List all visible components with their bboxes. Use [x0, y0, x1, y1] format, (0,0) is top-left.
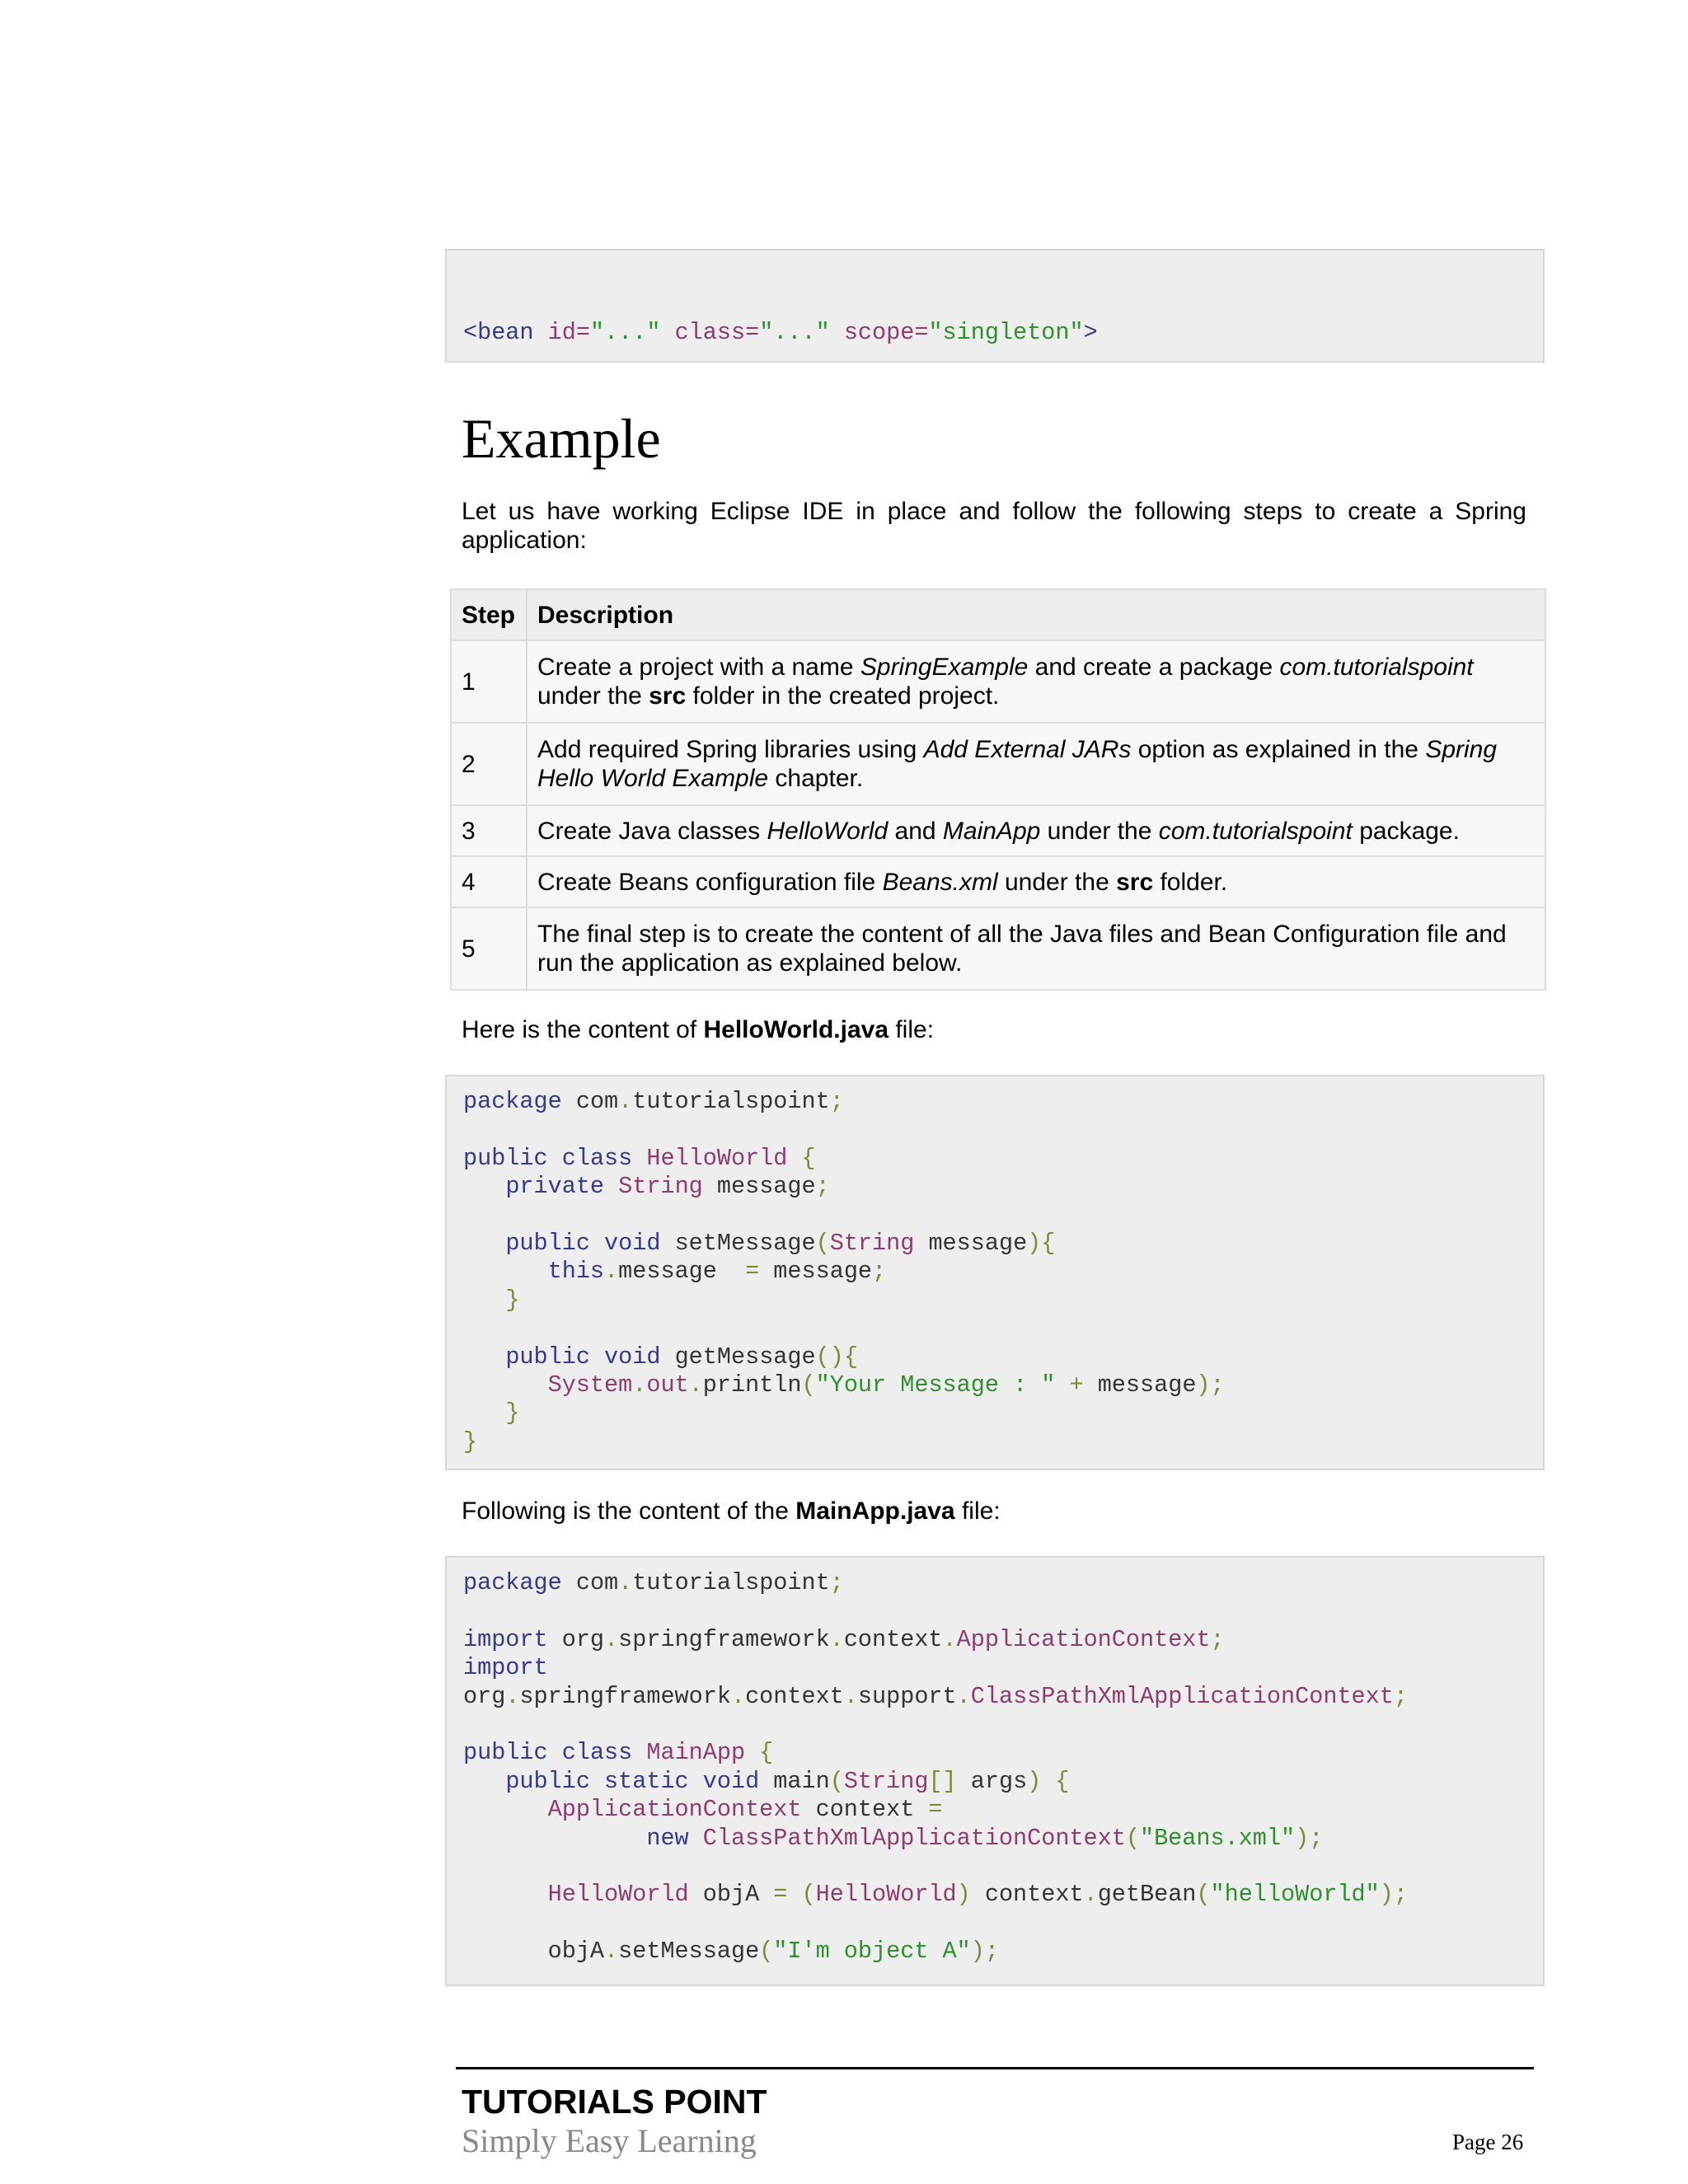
page-number: Page 26 [1452, 2130, 1524, 2154]
code-token: . [505, 1682, 520, 1710]
code-token: context [970, 1881, 1084, 1909]
mainapp-code-block [445, 1556, 1545, 1986]
description-text: Beans.xml [882, 868, 998, 896]
code-token: } [463, 1427, 478, 1455]
code-token: message [702, 1173, 816, 1201]
code-token: ( [1125, 1824, 1140, 1852]
code-token: org [463, 1682, 506, 1710]
code-token: ; [815, 1173, 830, 1201]
description-text: src [649, 682, 687, 710]
description-text: option as explained in the [1131, 736, 1426, 763]
code-token: ; [829, 1569, 844, 1596]
code-token: tutorialspoint [632, 1088, 830, 1115]
code-token [463, 1881, 548, 1908]
code-token: ( [1196, 1881, 1211, 1909]
code-token: ( [815, 1229, 830, 1257]
code-token [463, 1230, 505, 1257]
code-token: ) [1027, 1229, 1042, 1257]
description-text: and create a package [1028, 654, 1280, 681]
code-token: MainApp [646, 1739, 746, 1767]
code-token: this [547, 1258, 605, 1286]
code-token: . [1083, 1881, 1098, 1909]
code-token: [] [928, 1767, 957, 1795]
code-token: . [632, 1371, 647, 1399]
code-token: com [561, 1088, 619, 1115]
xml-attr: id= [547, 318, 590, 346]
code-token: ClassPathXmlApplicationContext [970, 1682, 1394, 1710]
code-line [463, 1343, 1526, 1371]
code-token: setMessage [660, 1229, 816, 1257]
footer-brand: TUTORIALS POINT [462, 2083, 767, 2121]
description-text: folder. [1153, 868, 1228, 896]
description-text: Add required Spring libraries using [537, 736, 924, 763]
code-token [463, 1286, 505, 1314]
caption-text: file: [889, 1016, 935, 1043]
code-line [463, 1825, 1526, 1853]
description-text: folder in the created project. [686, 682, 1000, 710]
code-token: { [1041, 1229, 1056, 1257]
table-row [451, 805, 1545, 856]
code-token: . [618, 1569, 633, 1596]
table-row [451, 856, 1545, 907]
code-token [689, 1768, 703, 1795]
code-token: class [561, 1739, 633, 1767]
code-token: private [505, 1173, 605, 1201]
code-token [745, 1739, 759, 1766]
footer-divider [456, 2067, 1534, 2069]
code-line [463, 1116, 1526, 1144]
code-token: com [561, 1569, 619, 1596]
code-token: getBean [1097, 1881, 1197, 1909]
code-token [1055, 1371, 1069, 1399]
code-line [463, 1428, 1526, 1456]
code-line [463, 1768, 1526, 1796]
code-token: . [730, 1682, 746, 1710]
description-text: src [1116, 868, 1154, 896]
code-token [463, 1371, 548, 1399]
code-token: println [702, 1371, 802, 1399]
step-description [527, 907, 1545, 990]
code-token: ; [1210, 1625, 1225, 1653]
code-token: public [505, 1229, 590, 1257]
description-text: Create Java classes [537, 817, 767, 845]
code-token: ; [829, 1088, 844, 1115]
code-token: context [745, 1682, 844, 1710]
code-token: HelloWorld [547, 1881, 689, 1909]
column-header-step: Step [451, 589, 527, 640]
code-token: String [843, 1767, 929, 1795]
code-token: ); [1196, 1371, 1225, 1399]
code-token: void [702, 1767, 760, 1795]
caption-filename: MainApp.java [795, 1497, 955, 1525]
code-token: = [745, 1258, 760, 1286]
helloworld-code-block [445, 1075, 1545, 1470]
code-token: HelloWorld [815, 1881, 957, 1909]
code-token [463, 1796, 548, 1823]
code-token: ); [970, 1938, 999, 1966]
xml-value: "..." [589, 318, 661, 346]
code-line [463, 1796, 1526, 1824]
code-line [463, 1626, 1526, 1654]
step-number: 1 [451, 640, 527, 723]
code-token: package [463, 1569, 562, 1596]
description-text: com.tutorialspoint [1279, 654, 1474, 681]
description-text: com.tutorialspoint [1158, 817, 1353, 845]
code-token [604, 1173, 618, 1200]
code-token: ); [1379, 1881, 1408, 1909]
code-line [463, 1683, 1526, 1711]
code-token: String [829, 1229, 915, 1257]
xml-attr: class= [674, 318, 760, 346]
code-line [463, 1569, 1526, 1597]
xml-tag: > [1083, 318, 1098, 346]
description-text: under the [997, 868, 1117, 896]
code-token: . [843, 1682, 858, 1710]
code-line [463, 1258, 1526, 1286]
intro-paragraph: Let us have working Eclipse IDE in place and follow the following steps to create a Spring application: [462, 498, 1526, 554]
code-line [463, 1853, 1526, 1881]
description-text: chapter. [768, 765, 864, 792]
code-token: . [604, 1258, 619, 1286]
code-token: . [604, 1938, 619, 1966]
code-line [463, 1597, 1526, 1625]
code-line [463, 1173, 1526, 1201]
code-token: message [1083, 1371, 1197, 1399]
code-token: ApplicationContext [956, 1625, 1211, 1653]
steps-table-body [451, 640, 1545, 990]
code-line [463, 1881, 1526, 1909]
column-header-description: Description [527, 589, 1545, 640]
code-token [463, 1399, 505, 1427]
code-token: "Your Message : " [815, 1371, 1056, 1399]
code-token: message [618, 1258, 746, 1286]
description-text: Spring Hello World Example [537, 736, 1498, 792]
code-token: } [505, 1399, 520, 1427]
code-token [463, 1825, 646, 1852]
code-line [463, 319, 1526, 347]
code-token: ( [829, 1767, 844, 1795]
code-token: public [505, 1767, 590, 1795]
code-token: message [914, 1229, 1028, 1257]
code-token: ( [801, 1371, 816, 1399]
caption-text: file: [954, 1497, 1001, 1525]
footer-tagline: Simply Easy Learning [462, 2122, 757, 2159]
code-token: ) [956, 1881, 971, 1909]
code-token: = [928, 1796, 943, 1824]
code-token: public [463, 1144, 548, 1172]
code-token: { [801, 1144, 816, 1172]
code-token [787, 1881, 801, 1908]
code-token: } [505, 1286, 520, 1314]
step-description [527, 805, 1545, 856]
code-token: ApplicationContext [547, 1796, 802, 1824]
code-token: class [561, 1144, 633, 1172]
step-description [527, 723, 1545, 805]
code-token [590, 1343, 604, 1371]
code-token: . [829, 1625, 844, 1653]
code-token: { [1055, 1767, 1070, 1795]
code-line [463, 1654, 1526, 1682]
code-token: import [463, 1625, 548, 1653]
table-row [451, 723, 1545, 805]
code-line [463, 1202, 1526, 1230]
code-line [463, 1315, 1526, 1343]
code-token [1041, 1768, 1055, 1795]
code-line [463, 1399, 1526, 1427]
section-heading: Example [462, 407, 661, 470]
description-text: Create a project with a name [537, 654, 860, 681]
bean-scope-code-block [445, 249, 1545, 363]
code-token: springframework [519, 1682, 731, 1710]
description-text: under the [537, 682, 649, 710]
code-token [463, 1768, 505, 1795]
code-token: getMessage [660, 1343, 816, 1371]
step-description [527, 856, 1545, 907]
step-number: 3 [451, 805, 527, 856]
xml-value: "singleton" [928, 318, 1084, 346]
code-token: ; [872, 1258, 887, 1286]
code-token: springframework [618, 1625, 830, 1653]
table-row [451, 640, 1545, 723]
code-token: . [942, 1625, 957, 1653]
code-line [463, 1711, 1526, 1739]
code-token [548, 1739, 562, 1766]
code-token: package [463, 1088, 562, 1115]
code-token: org [547, 1625, 605, 1653]
helloworld-caption [462, 1015, 934, 1044]
code-token: message [759, 1258, 873, 1286]
code-token: void [604, 1343, 661, 1371]
code-line [463, 1371, 1526, 1399]
code-line [463, 1739, 1526, 1767]
code-token [632, 1145, 646, 1172]
caption-text: Here is the content of [462, 1016, 704, 1043]
code-line [463, 1910, 1526, 1938]
code-token: "Beans.xml" [1139, 1824, 1296, 1852]
code-token: . [604, 1625, 619, 1653]
code-line [463, 1938, 1526, 1966]
caption-filename: HelloWorld.java [703, 1016, 889, 1043]
description-text: The final step is to create the content of all the Java files and Bean Configuration file and run the application as explained below. [537, 921, 1507, 977]
code-token: ( [801, 1881, 816, 1909]
code-token [590, 1768, 604, 1795]
description-text: under the [1040, 817, 1159, 845]
code-token: args [956, 1767, 1028, 1795]
xml-tag: <bean [463, 318, 534, 346]
code-token: . [956, 1682, 971, 1710]
step-number: 4 [451, 856, 527, 907]
code-token: . [688, 1371, 703, 1399]
description-text: package. [1352, 817, 1460, 845]
code-token: setMessage [618, 1938, 760, 1966]
code-token: tutorialspoint [632, 1569, 830, 1596]
code-line [463, 1088, 1526, 1116]
code-token: "helloWorld" [1210, 1881, 1380, 1909]
caption-text: Following is the content of the [462, 1497, 796, 1525]
code-token: ClassPathXmlApplicationContext [702, 1824, 1126, 1852]
code-token: void [604, 1229, 661, 1257]
code-token: main [759, 1767, 830, 1795]
code-token [463, 1173, 505, 1200]
code-token: public [505, 1343, 590, 1371]
code-token: System [547, 1371, 633, 1399]
step-description [527, 640, 1545, 723]
code-token [787, 1145, 801, 1172]
code-token [548, 1145, 562, 1172]
steps-table [450, 588, 1546, 991]
code-line [463, 1230, 1526, 1258]
code-token: static [604, 1767, 689, 1795]
code-token: = [773, 1881, 788, 1909]
code-line [463, 1286, 1526, 1315]
code-token: () [815, 1343, 844, 1371]
code-token: public [463, 1739, 548, 1767]
description-text: and [888, 817, 943, 845]
code-token: context [843, 1625, 943, 1653]
code-token: out [646, 1371, 689, 1399]
xml-value: "..." [759, 318, 830, 346]
description-text: HelloWorld [767, 817, 889, 845]
code-token: new [646, 1824, 689, 1852]
step-number: 2 [451, 723, 527, 805]
table-row [451, 907, 1545, 990]
code-token: objA [463, 1938, 605, 1966]
code-token: objA [688, 1881, 774, 1909]
code-token [463, 1343, 505, 1371]
code-token: { [843, 1343, 858, 1371]
code-token: String [618, 1173, 703, 1201]
code-token: . [618, 1088, 633, 1115]
code-token: ( [759, 1938, 774, 1966]
description-text: Create Beans configuration file [537, 868, 883, 896]
code-line [463, 1145, 1526, 1173]
code-token: context [801, 1796, 929, 1824]
code-token: { [759, 1739, 774, 1767]
step-number: 5 [451, 907, 527, 990]
code-token: HelloWorld [646, 1144, 788, 1172]
xml-attr: scope= [843, 318, 929, 346]
description-text: Add External JARs [923, 736, 1132, 763]
code-token: + [1069, 1371, 1084, 1399]
code-token [632, 1739, 646, 1766]
code-token: "I'm object A" [773, 1938, 971, 1966]
code-token [590, 1230, 604, 1257]
table-header-row [451, 589, 1545, 640]
code-token [463, 1258, 548, 1285]
description-text: MainApp [942, 817, 1041, 845]
code-token [689, 1825, 703, 1852]
description-text: SpringExample [860, 654, 1029, 681]
code-token: ) [1027, 1767, 1042, 1795]
code-token: ; [1393, 1682, 1408, 1710]
code-token: ); [1295, 1824, 1324, 1852]
code-token: import [463, 1654, 548, 1682]
code-token: support [857, 1682, 957, 1710]
mainapp-caption [462, 1497, 1001, 1526]
